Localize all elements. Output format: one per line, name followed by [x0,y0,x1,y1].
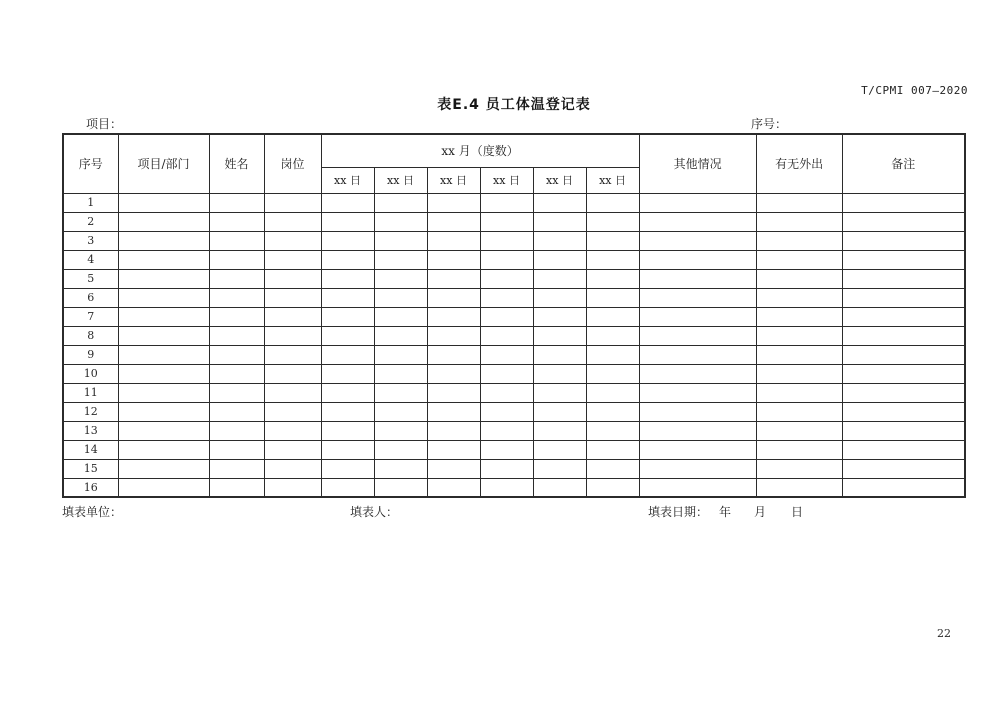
empty-cell [209,402,264,421]
empty-cell [118,326,209,345]
empty-cell [374,402,427,421]
empty-cell [842,402,965,421]
empty-cell [264,212,321,231]
empty-cell [586,288,639,307]
empty-cell [842,326,965,345]
row-number-cell: 10 [63,364,118,383]
empty-cell [842,250,965,269]
empty-cell [118,478,209,497]
empty-cell [264,269,321,288]
empty-cell [639,307,756,326]
year-label: 年 [719,505,732,519]
col-header-serial: 序号 [63,134,118,193]
empty-cell [427,307,480,326]
empty-cell [639,364,756,383]
empty-cell [842,364,965,383]
empty-cell [427,383,480,402]
empty-cell [321,193,374,212]
empty-cell [756,364,842,383]
empty-cell [533,231,586,250]
filler-label: 填表人： [350,505,399,519]
empty-cell [209,288,264,307]
empty-cell [264,307,321,326]
empty-cell [209,326,264,345]
empty-cell [118,440,209,459]
table-row [63,421,965,440]
table-row [63,440,965,459]
row-number-cell: 9 [63,345,118,364]
empty-cell [374,421,427,440]
col-header-month-group: xx 月（度数） [321,134,639,167]
project-label: 项目： [86,117,123,131]
empty-cell [427,459,480,478]
col-header-name: 姓名 [209,134,264,193]
empty-cell [374,250,427,269]
empty-cell [756,288,842,307]
empty-cell [842,307,965,326]
empty-cell [427,212,480,231]
empty-cell [533,288,586,307]
empty-cell [264,326,321,345]
empty-cell [427,345,480,364]
table-row [63,402,965,421]
empty-cell [756,459,842,478]
empty-cell [427,440,480,459]
empty-cell [586,478,639,497]
empty-cell [842,383,965,402]
empty-cell [264,364,321,383]
col-header-remark: 备注 [842,134,965,193]
col-header-day: xx 日 [427,167,480,193]
empty-cell [321,250,374,269]
empty-cell [374,212,427,231]
empty-cell [209,478,264,497]
empty-cell [480,421,533,440]
col-header-dept: 项目/部门 [118,134,209,193]
empty-cell [586,269,639,288]
empty-cell [321,402,374,421]
empty-cell [427,421,480,440]
empty-cell [118,193,209,212]
unit-label: 填表单位： [62,505,123,519]
table-row [63,478,965,497]
empty-cell [374,440,427,459]
empty-cell [209,193,264,212]
empty-cell [321,326,374,345]
empty-cell [264,288,321,307]
table-row [63,326,965,345]
table-row [63,364,965,383]
empty-cell [374,231,427,250]
empty-cell [480,440,533,459]
empty-cell [533,269,586,288]
empty-cell [264,231,321,250]
empty-cell [586,212,639,231]
empty-cell [374,288,427,307]
empty-cell [586,421,639,440]
empty-cell [209,364,264,383]
table-row [63,212,965,231]
empty-cell [321,421,374,440]
empty-cell [756,212,842,231]
empty-cell [756,383,842,402]
empty-cell [374,326,427,345]
empty-cell [756,440,842,459]
row-number-cell: 6 [63,288,118,307]
header-row-group [63,134,965,167]
empty-cell [321,288,374,307]
empty-cell [586,402,639,421]
table-row [63,269,965,288]
empty-cell [639,326,756,345]
empty-cell [586,459,639,478]
empty-cell [842,440,965,459]
empty-cell [427,193,480,212]
col-header-day: xx 日 [586,167,639,193]
col-header-day: xx 日 [533,167,586,193]
empty-cell [533,345,586,364]
empty-cell [209,307,264,326]
empty-cell [533,307,586,326]
empty-cell [264,421,321,440]
table-header [63,134,965,193]
row-number-cell: 14 [63,440,118,459]
form-footer [62,503,966,519]
empty-cell [374,307,427,326]
empty-cell [586,383,639,402]
empty-cell [374,478,427,497]
empty-cell [480,307,533,326]
empty-cell [427,478,480,497]
table-body [63,193,965,497]
row-number-cell: 2 [63,212,118,231]
empty-cell [756,421,842,440]
empty-cell [639,478,756,497]
empty-cell [321,269,374,288]
table-row [63,288,965,307]
empty-cell [209,345,264,364]
empty-cell [118,269,209,288]
empty-cell [118,307,209,326]
empty-cell [118,364,209,383]
empty-cell [427,231,480,250]
page-title: 表E.4 员工体温登记表 [437,97,591,113]
empty-cell [321,478,374,497]
empty-cell [756,345,842,364]
empty-cell [427,269,480,288]
empty-cell [533,478,586,497]
temperature-table [62,133,966,498]
empty-cell [756,307,842,326]
empty-cell [842,231,965,250]
empty-cell [533,212,586,231]
empty-cell [586,326,639,345]
empty-cell [118,250,209,269]
empty-cell [209,459,264,478]
empty-cell [321,231,374,250]
serial-label: 序号： [751,117,788,131]
empty-cell [321,364,374,383]
empty-cell [639,421,756,440]
empty-cell [586,364,639,383]
empty-cell [264,345,321,364]
empty-cell [321,345,374,364]
empty-cell [842,345,965,364]
empty-cell [756,231,842,250]
empty-cell [639,212,756,231]
table-row [63,459,965,478]
empty-cell [639,231,756,250]
empty-cell [264,250,321,269]
empty-cell [427,402,480,421]
empty-cell [480,478,533,497]
empty-cell [480,269,533,288]
row-number-cell: 13 [63,421,118,440]
row-number-cell: 8 [63,326,118,345]
day-label: 日 [791,505,804,519]
table-row [63,193,965,212]
empty-cell [639,269,756,288]
empty-cell [639,288,756,307]
empty-cell [118,288,209,307]
empty-cell [427,288,480,307]
empty-cell [427,326,480,345]
page-number: 22 [937,627,951,640]
empty-cell [209,421,264,440]
empty-cell [842,269,965,288]
table-row [63,250,965,269]
empty-cell [374,269,427,288]
row-number-cell: 1 [63,193,118,212]
empty-cell [264,440,321,459]
empty-cell [427,364,480,383]
empty-cell [374,193,427,212]
empty-cell [118,459,209,478]
row-number-cell: 3 [63,231,118,250]
empty-cell [480,402,533,421]
empty-cell [209,440,264,459]
empty-cell [756,269,842,288]
empty-cell [639,250,756,269]
empty-cell [118,212,209,231]
col-header-post: 岗位 [264,134,321,193]
empty-cell [480,212,533,231]
empty-cell [209,212,264,231]
empty-cell [321,212,374,231]
month-label: 月 [754,505,767,519]
table-row [63,231,965,250]
empty-cell [118,421,209,440]
empty-cell [756,193,842,212]
empty-cell [321,459,374,478]
row-number-cell: 7 [63,307,118,326]
empty-cell [756,250,842,269]
empty-cell [118,402,209,421]
empty-cell [586,231,639,250]
empty-cell [321,383,374,402]
empty-cell [374,345,427,364]
empty-cell [480,288,533,307]
empty-cell [533,459,586,478]
empty-cell [533,250,586,269]
empty-cell [264,478,321,497]
empty-cell [321,440,374,459]
empty-cell [480,345,533,364]
empty-cell [842,193,965,212]
empty-cell [480,364,533,383]
empty-cell [209,231,264,250]
empty-cell [586,345,639,364]
row-number-cell: 4 [63,250,118,269]
empty-cell [842,212,965,231]
empty-cell [586,440,639,459]
col-header-day: xx 日 [374,167,427,193]
empty-cell [842,478,965,497]
table-row [63,383,965,402]
empty-cell [756,402,842,421]
row-number-cell: 16 [63,478,118,497]
empty-cell [842,459,965,478]
empty-cell [480,459,533,478]
empty-cell [533,193,586,212]
empty-cell [118,231,209,250]
col-header-out: 有无外出 [756,134,842,193]
empty-cell [756,326,842,345]
empty-cell [374,383,427,402]
empty-cell [533,364,586,383]
empty-cell [756,478,842,497]
row-number-cell: 15 [63,459,118,478]
empty-cell [533,326,586,345]
row-number-cell: 12 [63,402,118,421]
col-header-day: xx 日 [480,167,533,193]
empty-cell [533,421,586,440]
empty-cell [118,383,209,402]
empty-cell [533,440,586,459]
empty-cell [586,193,639,212]
empty-cell [209,250,264,269]
table-row [63,345,965,364]
col-header-day: xx 日 [321,167,374,193]
empty-cell [321,307,374,326]
empty-cell [427,250,480,269]
empty-cell [639,440,756,459]
empty-cell [480,383,533,402]
empty-cell [586,250,639,269]
empty-cell [374,364,427,383]
col-header-other: 其他情况 [639,134,756,193]
empty-cell [586,307,639,326]
empty-cell [533,402,586,421]
empty-cell [264,459,321,478]
empty-cell [842,421,965,440]
empty-cell [639,345,756,364]
empty-cell [480,326,533,345]
row-number-cell: 11 [63,383,118,402]
doc-code: T/CPMI 007—2020 [861,84,968,97]
empty-cell [209,269,264,288]
empty-cell [639,193,756,212]
date-label: 填表日期： [648,505,709,519]
empty-cell [264,193,321,212]
empty-cell [480,231,533,250]
empty-cell [264,383,321,402]
row-number-cell: 5 [63,269,118,288]
empty-cell [209,383,264,402]
empty-cell [480,250,533,269]
empty-cell [480,193,533,212]
empty-cell [639,402,756,421]
empty-cell [639,383,756,402]
empty-cell [264,402,321,421]
empty-cell [842,288,965,307]
empty-cell [533,383,586,402]
table-row [63,307,965,326]
empty-cell [374,459,427,478]
empty-cell [118,345,209,364]
empty-cell [639,459,756,478]
